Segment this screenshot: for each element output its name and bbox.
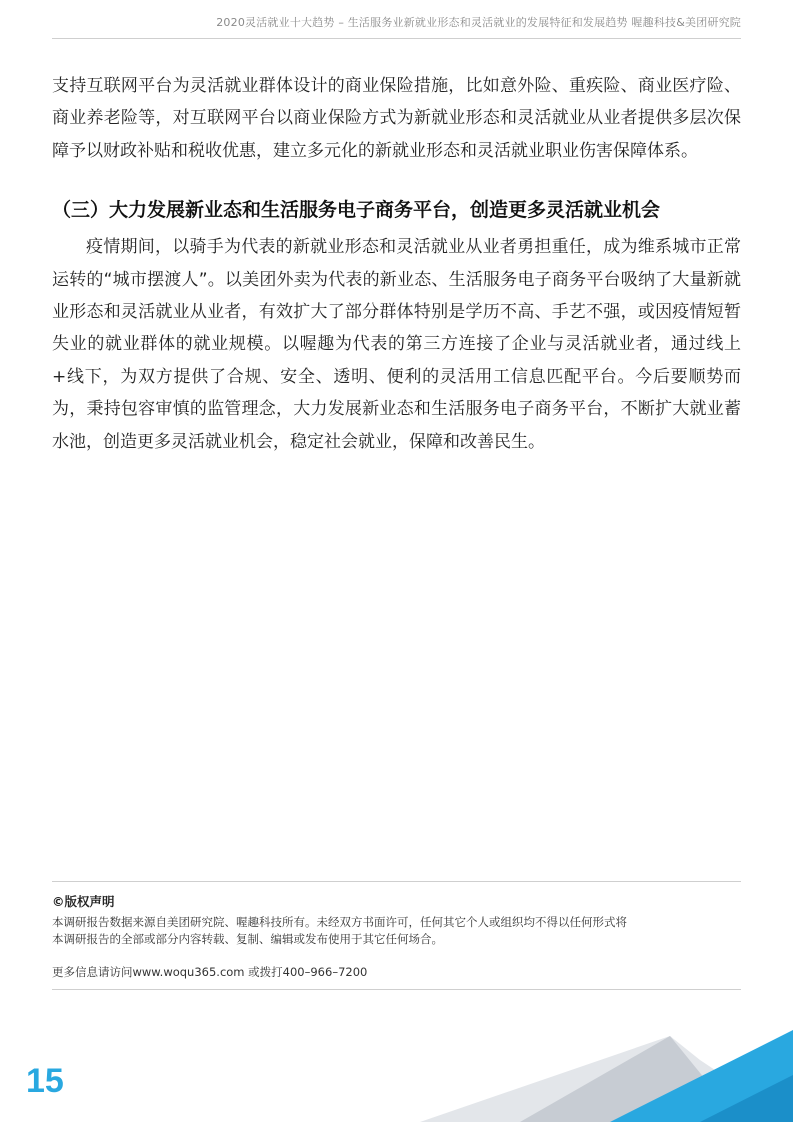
paragraph-platforms: 疫情期间，以骑手为代表的新就业形态和灵活就业从业者勇担重任，成为维系城市正常运转的“城市摆渡人”。以美团外卖为代表的新业态、生活服务电子商务平台吸纳了大量新就业形态和灵活就业从业者，有效扩大了部分群体特别是学历不高、手艺不强，或因疫情短暂失业的就业群体的就业规模。以喔趣为代表的第三方连接了企业与灵活就业者，通过线上+线下，为双方提供了合规、安全、透明、便利的灵活用工信息匹配平台。今后要顺势而为，秉持包容审慎的监管理念，大力发展新业态和生活服务电子商务平台，不断扩大就业蓄水池，创造更多灵活就业机会，稳定社会就业，保障和改善民生。 <box>52 237 741 452</box>
copyright-title: ©版权声明 <box>52 894 115 909</box>
running-header: 2020灵活就业十大趋势 – 生活服务业新就业形态和灵活就业的发展特征和发展趋势 喔趣科技&美团研究院 <box>216 16 741 29</box>
section-heading: （三）大力发展新业态和生活服务电子商务平台，创造更多灵活就业机会 <box>52 199 661 222</box>
copyright-line-2: 本调研报告的全部或部分内容转载、复制、编辑或发布使用于其它任何场合。 <box>52 932 443 946</box>
copyright-line-1: 本调研报告数据来源自美团研究院、喔趣科技所有。未经双方书面许可，任何其它个人或组织均不得以任何形式将 <box>52 915 627 929</box>
contact-info: 更多信息请访问www.woqu365.com 或拨打400–966–7200 <box>52 965 368 979</box>
page-number: 15 <box>26 1062 64 1100</box>
paragraph-insurance: 支持互联网平台为灵活就业群体设计的商业保险措施，比如意外险、重疾险、商业医疗险、商业养老险等，对互联网平台以商业保险方式为新就业形态和灵活就业从业者提供多层次保障予以财政补贴和税收优惠，建立多元化的新就业形态和灵活就业职业伤害保障体系。 <box>52 76 741 161</box>
